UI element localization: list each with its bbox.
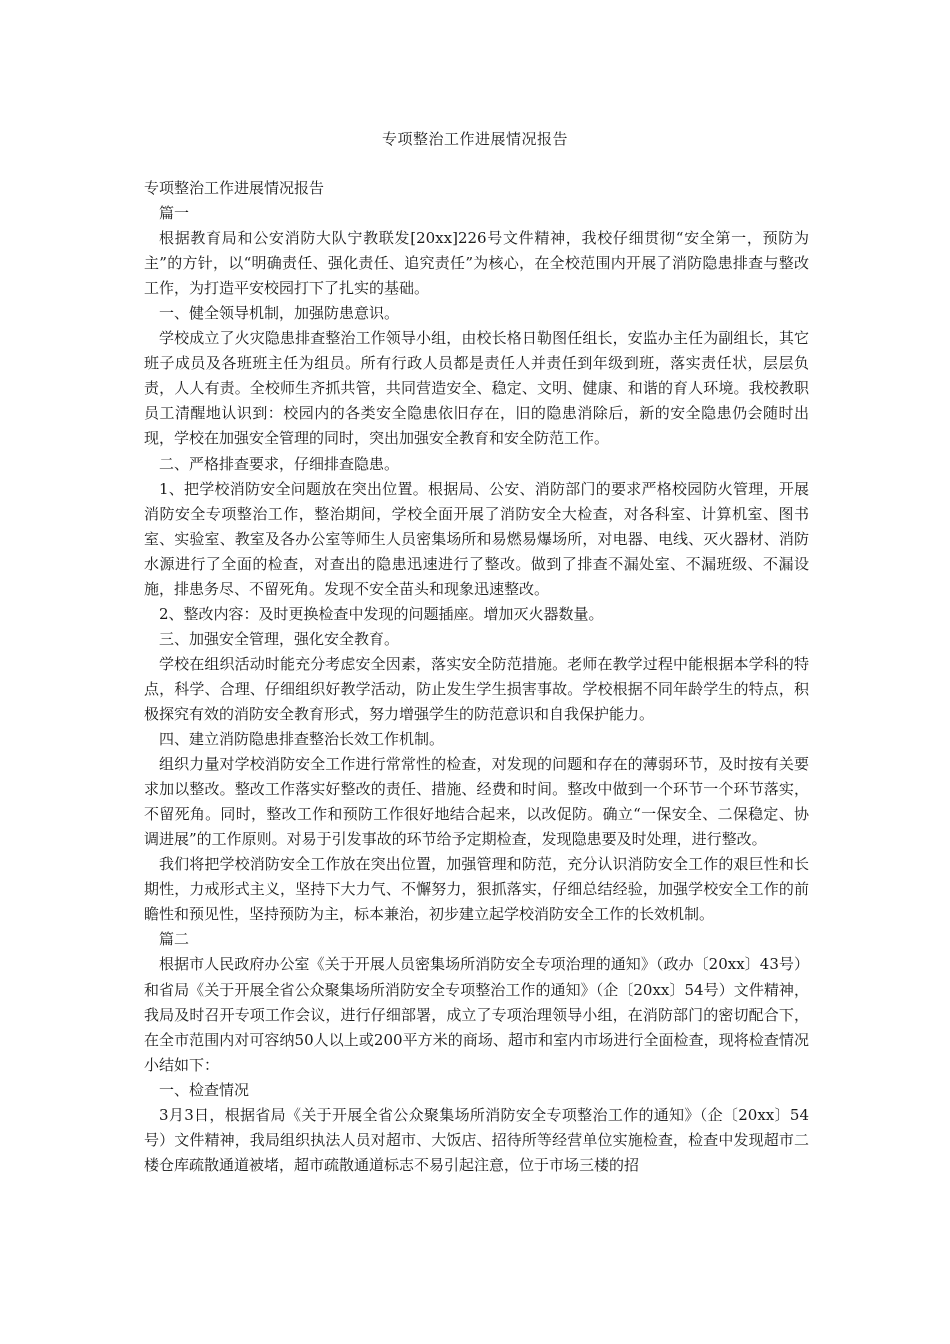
paragraph: 根据市人民政府办公室《关于开展人员密集场所消防安全专项治理的通知》（政办〔20xx〕43号）和省局《关于开展全省公众聚集场所消防安全专项整治工作的通知》（企〔20xx〕54号）文件精神，我局及时召开专项工作会议，进行仔细部署，成立了专项治理领导小组，在消防部门的密切配合下，在全市范围内对可容纳50人以上或200平方米的商场、超市和室内市场进行全面检查，现将检查情况小结如下： (144, 955, 809, 1074)
paragraph: 我们将把学校消防安全工作放在突出位置，加强管理和防范，充分认识消防安全工作的艰巨性和长期性，力戒形式主义，坚持下大力气、不懈努力，狠抓落实，仔细总结经验，加强学校安全工作的前瞻性和预见性，坚持预防为主，标本兼治，初步建立起学校消防安全工作的长效机制。 (144, 855, 809, 924)
document-body (144, 176, 809, 1178)
paragraph: 学校成立了火灾隐患排查整治工作领导小组，由校长格日勒图任组长，安监办主任为副组长，其它班子成员及各班班主任为组员。所有行政人员都是责任人并责任到年级到班，落实责任状，层层负责，人人有责。全校师生齐抓共管，共同营造安全、稳定、文明、健康、和谐的育人环境。我校教职员工清醒地认识到：校园内的各类安全隐患依旧存在，旧的隐患消除后，新的安全隐患仍会随时出现，学校在加强安全管理的同时，突出加强安全教育和安全防范工作。 (144, 329, 809, 448)
section-heading: 四、建立消防隐患排查整治长效工作机制。 (159, 730, 445, 749)
body-heading: 专项整治工作进展情况报告 (144, 179, 325, 197)
paragraph: 根据教育局和公安消防大队宁教联发[20xx]226号文件精神，我校仔细贯彻“安全第一，预防为主”的方针，以“明确责任、强化责任、追究责任”为核心，在全校范围内开展了消防隐患排查与整改工作，为打造平安校园打下了扎实的基础。 (144, 229, 809, 298)
paragraph: 1、把学校消防安全问题放在突出位置。根据局、公安、消防部门的要求严格校园防火管理，开展消防安全专项整治工作，整治期间，学校全面开展了消防安全大检查，对各科室、计算机室、图书室、实验室、教室及各办公室等师生人员密集场所和易燃易爆场所，对电器、电线、灭火器材、消防水源进行了全面的检查，对查出的隐患迅速进行了整改。做到了排查不漏处室、不漏班级、不漏设施，排患务尽、不留死角。发现不安全苗头和现象迅速整改。 (144, 479, 809, 598)
paragraph: 3月3日，根据省局《关于开展全省公众聚集场所消防安全专项整治工作的通知》（企〔20xx〕54号）文件精神，我局组织执法人员对超市、大饭店、招待所等经营单位实施检查，检查中发现超市二楼仓库疏散通道被堵，超市疏散通道标志不易引起注意，位于市场三楼的招 (144, 1105, 809, 1174)
section-label-part-one: 篇一 (159, 204, 190, 223)
section-label-part-two: 篇二 (159, 930, 190, 949)
paragraph: 2、整改内容：及时更换检查中发现的问题插座。增加灭火器数量。 (159, 604, 604, 623)
section-heading: 三、加强安全管理，强化安全教育。 (159, 629, 400, 648)
section-heading: 一、检查情况 (159, 1080, 250, 1099)
paragraph: 学校在组织活动时能充分考虑安全因素，落实安全防范措施。老师在教学过程中能根据本学科的特点，科学、合理、仔细组织好教学活动，防止发生学生损害事故。学校根据不同年龄学生的特点，积极探究有效的消防安全教育形式，努力增强学生的防范意识和自我保护能力。 (144, 654, 809, 723)
document-title: 专项整治工作进展情况报告 (381, 130, 568, 148)
paragraph: 组织力量对学校消防安全工作进行常常性的检查，对发现的问题和存在的薄弱环节，及时按有关要求加以整改。整改工作落实好整改的责任、措施、经费和时间。整改中做到一个环节一个环节落实，不留死角。同时，整改工作和预防工作很好地结合起来，以改促防。确立“一保安全、二保稳定、协调进展”的工作原则。对易于引发事故的环节给予定期检查，发现隐患要及时处理，进行整改。 (144, 755, 809, 849)
section-heading: 一、健全领导机制，加强防患意识。 (159, 304, 400, 323)
section-heading: 二、严格排查要求，仔细排查隐患。 (159, 454, 400, 473)
